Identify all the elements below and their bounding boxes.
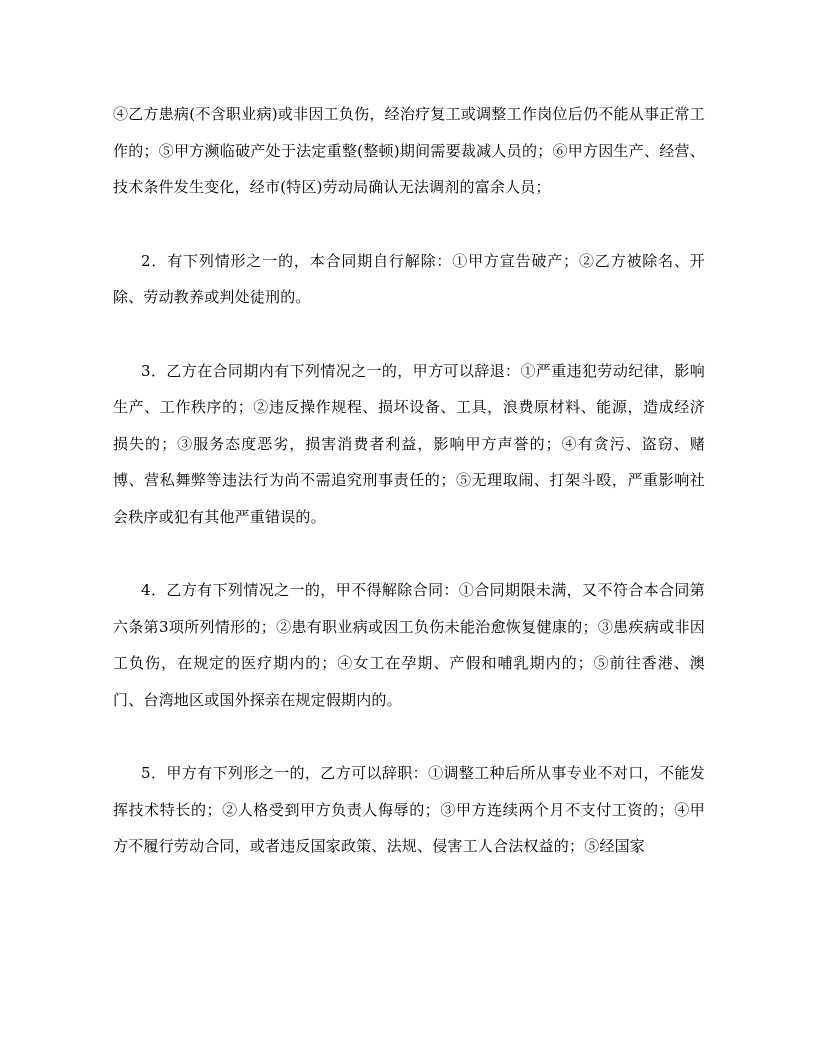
paragraph-spacer xyxy=(113,535,705,572)
paragraph-spacer xyxy=(113,316,705,353)
paragraph-spacer xyxy=(113,206,705,243)
paragraph-clause-2-automatic-dissolution: 2．有下列情形之一的，本合同期自行解除：①甲方宣告破产；②乙方被除名、开除、劳动教养或判处徒刑的。 xyxy=(113,251,705,306)
paragraph-clause-3-dismissal: 3．乙方在合同期内有下列情况之一的，甲方可以辞退：①严重违犯劳动纪律，影响生产、工作秩序的；②违反操作规程、损坏设备、工具，浪费原材料、能源，造成经济损失的；③服务态度恶劣，损害消费者利益，影响甲方声誉的；④有贪污、盗窃、赌博、营私舞弊等违法行为尚不需追究刑事责任的；⑤无理取闹、打架斗殴，严重影响社会秩序或犯有其他严重错误的。 xyxy=(113,361,705,526)
paragraph-termination-conditions-continued: ④乙方患病(不含职业病)或非因工负伤，经治疗复工或调整工作岗位后仍不能从事正常工作的；⑤甲方濒临破产处于法定重整(整顿)期间需要裁减人员的；⑥甲方因生产、经营、技术条件发生变化，经市(特区)劳动局确认无法调剂的富余人员； xyxy=(113,105,705,196)
paragraph-clause-5-resignation: 5．甲方有下列形之一的，乙方可以辞职：①调整工种后所从事专业不对口，不能发挥技术特长的；②人格受到甲方负责人侮辱的；③甲方连续两个月不支付工资的；④甲方不履行劳动合同，或者违反国家政策、法规、侵害工人合法权益的；⑤经国家 xyxy=(113,764,705,855)
paragraph-spacer xyxy=(113,718,705,755)
document-page xyxy=(113,96,705,865)
paragraph-clause-4-no-termination: 4．乙方有下列情况之一的，甲不得解除合同：①合同期限未满，又不符合本合同第六条第3项所列情形的；②患有职业病或因工负伤未能治愈恢复健康的；③患疾病或非因工负伤，在规定的医疗期内的；④女工在孕期、产假和哺乳期内的；⑤前往香港、澳门、台湾地区或国外探亲在规定假期内的。 xyxy=(113,581,705,709)
